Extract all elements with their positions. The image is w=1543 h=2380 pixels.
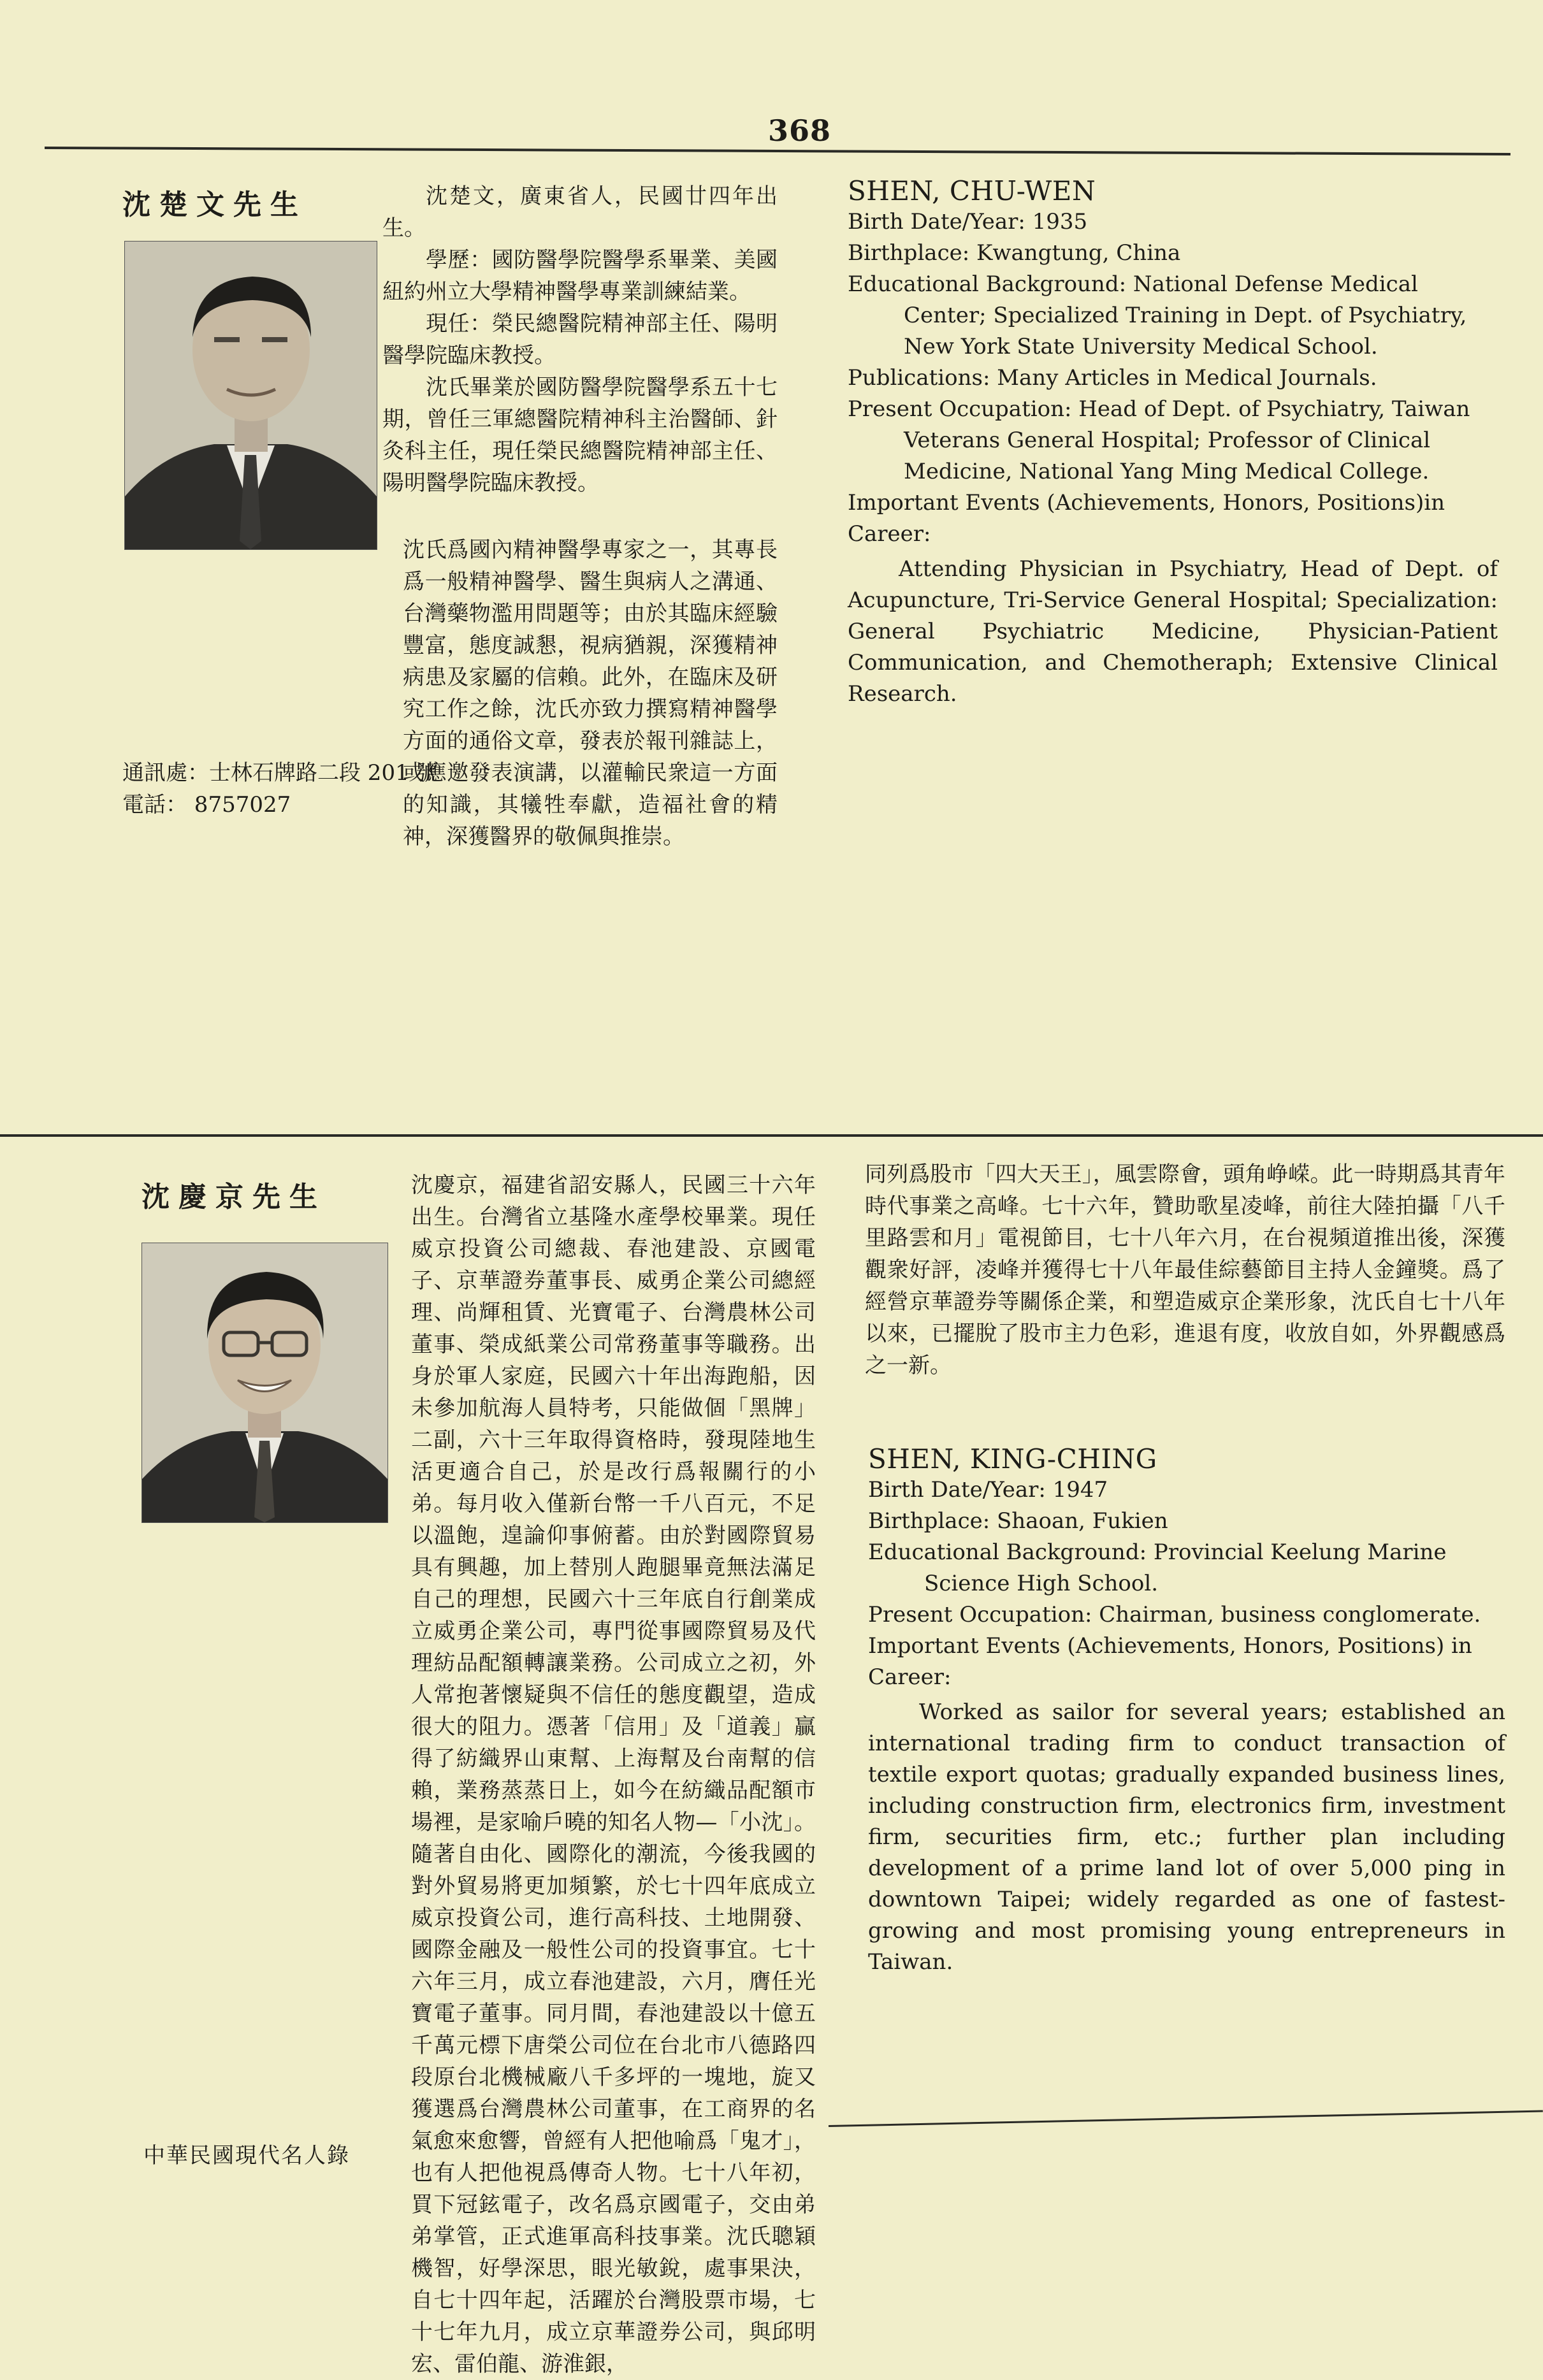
entry-1-zh-career: 沈氏畢業於國防醫學院醫學系五十七期，曾任三軍總醫院精神科主治醫師、針灸科主任，現任榮民總醫院精神部主任、陽明醫學院臨床教授。 xyxy=(382,375,778,496)
entry-1-phone: 電話： 8757027 xyxy=(122,792,291,818)
events-label: Important Events (Achievements, Honors, Positions) in Career: xyxy=(868,1633,1472,1690)
header-rule xyxy=(45,147,1510,155)
education: Educational Background: National Defense Medical Center; Specialized Training in Dept. of Psychiatry, New York State University Medical School. xyxy=(848,271,1467,359)
entry-1-zh-current: 現任：榮民總醫院精神部主任、陽明醫學院臨床教授。 xyxy=(382,311,778,368)
entry-1-address: 通訊處：士林石牌路二段 201 號 xyxy=(122,760,438,786)
footer-title: 中華民國現代名人錄 xyxy=(143,2143,350,2168)
events-text: Worked as sailor for several years; established an international trading firm to conduct transaction of textile export quotas; gradually expanded business lines, including construction firm, electronics firm, investment firm, securities firm, etc.; further plan including development of a prime land lot of over 5,000 ping in downtown Taipei; widely regarded as one of fastest-growing and most promising young entrepreneurs in Taiwan. xyxy=(868,1699,1505,1975)
events-label: Important Events (Achievements, Honors, Positions)in Career: xyxy=(848,490,1445,547)
entry-name-zh: 沈慶京先生 xyxy=(141,1181,326,1213)
entry-name-zh: 沈楚文先生 xyxy=(122,189,307,221)
entry-1-zh-intro: 沈楚文，廣東省人，民國廿四年出生。 xyxy=(382,184,778,241)
section-divider xyxy=(0,1134,1543,1137)
occupation: Present Occupation: Head of Dept. of Psychiatry, Taiwan Veterans General Hospital; Professor of Clinical Medicine, National Yang Ming Medical College. xyxy=(848,396,1470,484)
entry-2-zh-tail: 同列爲股市「四大天王」，風雲際會，頭角峥嵘。此一時期爲其青年時代事業之高峰。七十六年，贊助歌星凌峰，前往大陸拍攝「八千里路雲和月」電視節目，七十八年六月，在台視頻道推出後，深獲觀衆好評，凌峰并獲得七十八年最佳綜藝節目主持人金鐘獎。爲了經營京華證券等關係企業，和塑造威京企業形象，沈氏自七十八年以來，已擺脫了股市主力色彩，進退有度，收放自如，外界觀感爲之一新。 xyxy=(865,1162,1505,1378)
publications: Publications: Many Articles in Medical Journals. xyxy=(848,365,1377,391)
birth-date: Birth Date/Year: 1947 xyxy=(868,1477,1108,1503)
entry-name-en: SHEN, CHU-WEN xyxy=(848,175,1096,206)
entry-2-en xyxy=(868,1443,1505,1978)
entry-1-zh-top xyxy=(382,180,778,499)
birthplace: Birthplace: Kwangtung, China xyxy=(848,240,1181,266)
occupation: Present Occupation: Chairman, business conglomerate. xyxy=(868,1602,1481,1627)
birth-date: Birth Date/Year: 1935 xyxy=(848,209,1088,234)
entry-2-zh-main: 沈慶京，福建省詔安縣人，民國三十六年出生。台灣省立基隆水產學校畢業。現任威京投資公司總裁、春池建設、京國電子、京華證券董事長、威勇企業公司總經理、尚輝租賃、光寶電子、台灣農林公司董事、榮成紙業公司常務董事等職務。出身於軍人家庭，民國六十年出海跑船，因未參加航海人員特考，只能做個「黑牌」二副，六十三年取得資格時，發現陸地生活更適合自己，於是改行爲報關行的小弟。每月收入僅新台幣一千八百元，不足以溫飽，遑論仰事俯蓄。由於對國際貿易具有興趣，加上替別人跑腿畢竟無法滿足自己的理想，民國六十三年底自行創業成立威勇企業公司，專門從事國際貿易及代理紡品配額轉讓業務。公司成立之初，外人常抱著懷疑與不信任的態度觀望，造成很大的阻力。憑著「信用」及「道義」贏得了紡織界山東幫、上海幫及台南幫的信賴，業務蒸蒸日上，如今在紡織品配額市場裡，是家喻戶曉的知名人物—「小沈」。隨著自由化、國際化的潮流，今後我國的對外貿易將更加頻繁，於七十四年底成立威京投資公司，進行高科技、土地開發、國際金融及一般性公司的投資事宜。七十六年三月，成立春池建設，六月，膺任光寶電子董事。同月間，春池建設以十億五千萬元標下唐榮公司位在台北市八德路四段原台北機械廠八千多坪的一塊地，旋又獲選爲台灣農林公司董事，在工商界的名氣愈來愈響，曾經有人把他喻爲「鬼才」，也有人把他視爲傳奇人物。七十八年初，買下冠鉉電子，改名爲京國電子，交由弟弟掌管，正式進軍高科技事業。沈氏聰穎機智，好學深思，眼光敏銳，處事果決，自七十四年起，活躍於台灣股票市場，七十七年九月，成立京華證券公司，與邱明宏、雷伯龍、游淮銀， xyxy=(411,1172,816,2377)
portrait-photo xyxy=(124,241,377,550)
entry-name-en: SHEN, KING-CHING xyxy=(868,1443,1157,1475)
entry-1-zh-specialty: 沈氏爲國內精神醫學專家之一，其專長爲一般精神醫學、醫生與病人之溝通、台灣藥物濫用問題等；由於其臨床經驗豐富，態度誠懇，視病猶親，深獲精神病患及家屬的信賴。此外，在臨床及研究工作之餘，沈氏亦致力撰寫精神醫學方面的通俗文章，發表於報刊雜誌上，或應邀發表演講，以灌輸民衆這一方面的知識，其犧牲奉獻，造福社會的精神，深獲醫界的敬佩與推崇。 xyxy=(403,537,778,849)
footer-rule xyxy=(829,2110,1543,2127)
page-number: 368 xyxy=(768,113,832,148)
birthplace: Birthplace: Shaoan, Fukien xyxy=(868,1508,1168,1534)
entry-2-zh-body xyxy=(143,1169,816,2380)
entry-2-zh-continued xyxy=(865,1158,1505,1381)
entry-1-en xyxy=(848,175,1498,710)
events-text: Attending Physician in Psychiatry, Head of Dept. of Acupuncture, Tri-Service General Hospital; Specialization: General Psychiatric Medicine, Physician-Patient Communication, and Chemotheraph; Extensive Clinical Research. xyxy=(848,556,1498,707)
entry-1-zh-education: 學歷：國防醫學院醫學系畢業、美國紐約州立大學精神醫學專業訓練結業。 xyxy=(382,247,778,305)
entry-1-contact xyxy=(122,757,438,821)
education: Educational Background: Provincial Keelung Marine Science High School. xyxy=(868,1540,1447,1596)
